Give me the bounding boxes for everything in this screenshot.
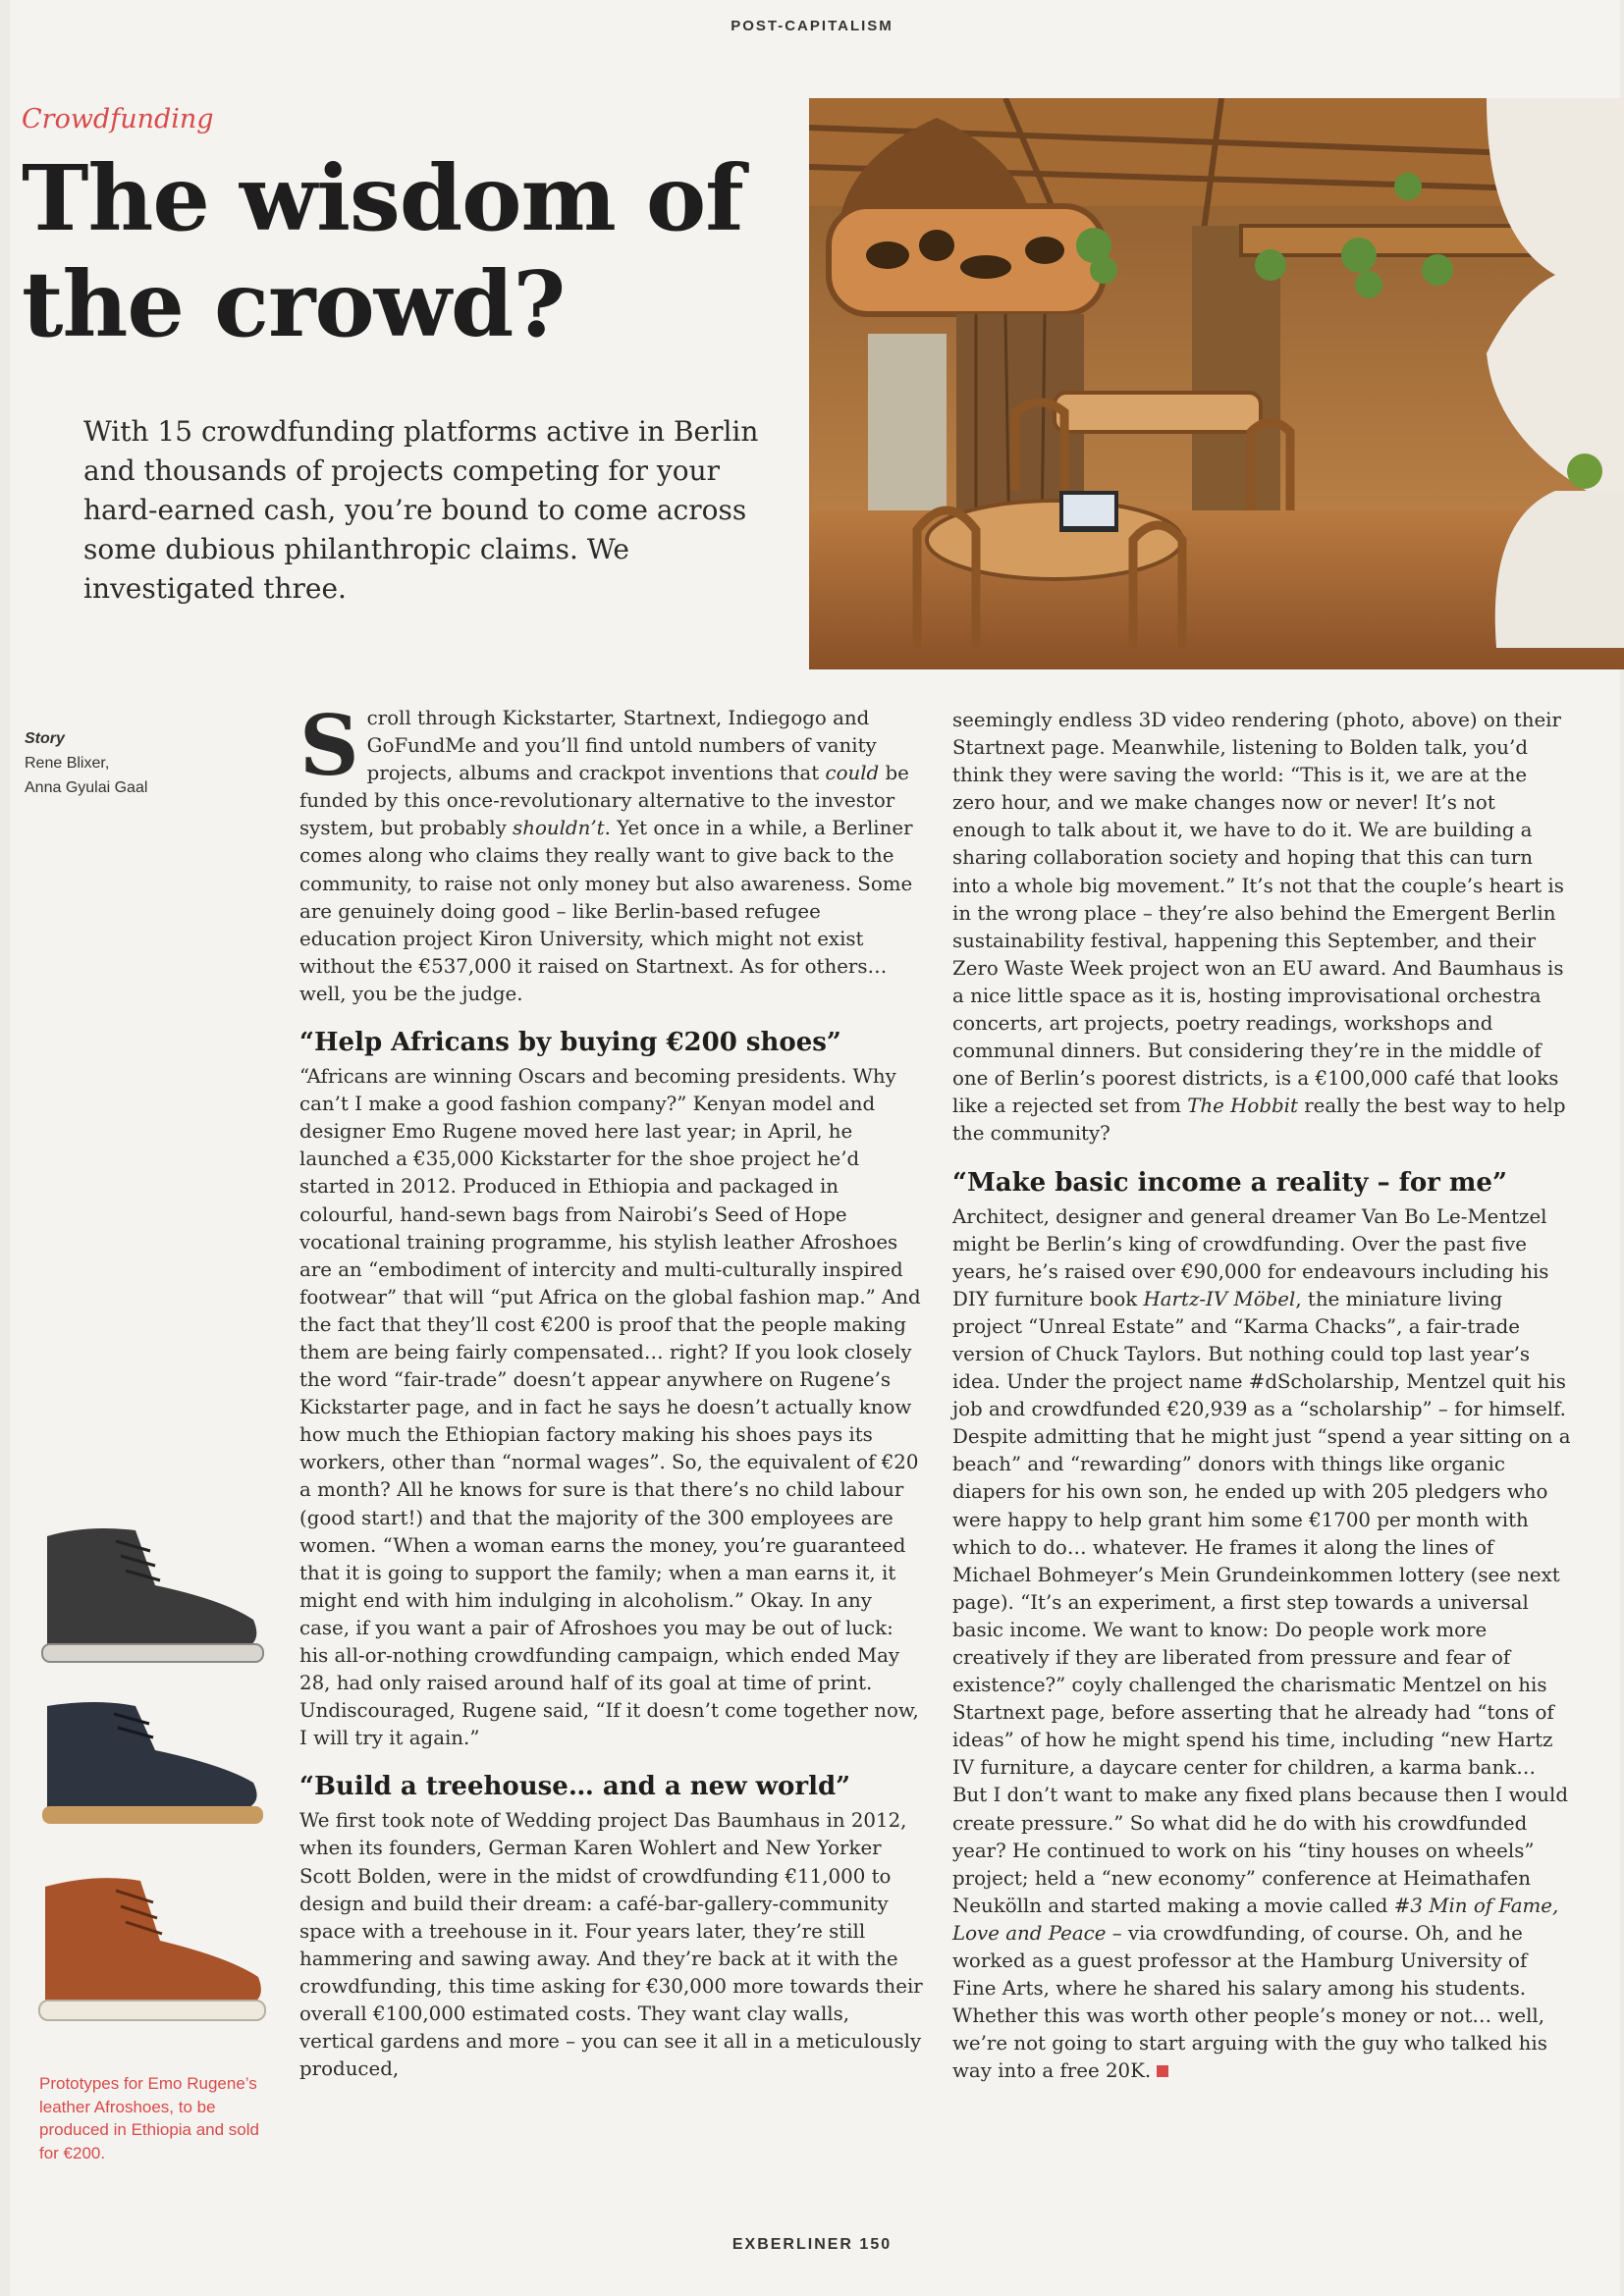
text-column-left: [299, 697, 924, 2097]
section-running-head: POST-CAPITALISM: [731, 18, 893, 34]
article-kicker: Crowdfunding: [22, 104, 214, 134]
section-body-basic-income: Architect, designer and general dreamer Van Bo Le-Mentzel might be Berlin’s king of crowdfunding. Over the past five years, he’s raised over €90,000 for endeavours including his DIY furniture book Hartz-IV Möbel, the miniature living project “Unreal Estate” and “Karma Chacks”, a fair-trade version of Chuck Taylors. But nothing could top last year’s idea. Under the project name #dScholarship, Mentzel quit his job and crowdfunded €20,939 as a “scholarship” – for himself. Despite admitting that he might just “spend a year sitting on a beach” and “rewarding” donors with things like organic diapers for his own son, he ended up with 205 pledgers who were happy to help grant him some €1700 per month with which to do… whatever. He frames it along the lines of Michael Bohmeyer’s Mein Grundeinkommen lottery (see next page). “It’s an experiment, a first step towards a universal basic income. We want to know: Do people work more creatively if they are liberated from pressure and fear of existence?” coyly challenged the charismatic Mentzel on his Startnext page, before asserting that he already had “tons of ideas” of how he might spend his time, including “new Hartz IV furniture, a daycare center for children, a karma bank… But I don’t want to make any fixed plans because then I would create pressure.” So what did he do with his crowdfunded year? He continued to work on his “tiny houses on wheels” project; held a “new economy” conference at Heimathafen Neukölln and started making a movie called #3 Min of Fame, Love and Peace – via crowdfunding, of course. Oh, and he worked as a guest professor at the Hamburg University of Fine Arts, where he shared his salary among his students. Whether this was worth other people’s money or not… well, we’re not going to start arguing with the guy who talked his way into a free 20K.: [952, 1204, 1571, 2083]
treehouse-cafe-photo: [809, 98, 1624, 669]
article-standfirst: With 15 crowdfunding platforms active in Berlin and thousands of projects competing for your hard-earned cash, you’re bound to come across some dubious philanthropic claims. We investigated three.: [83, 415, 759, 605]
shoe-brown-photo: [27, 1867, 269, 2032]
page-folio: EXBERLINER 150: [731, 2236, 893, 2253]
shoe-black-photo: [27, 1517, 269, 1674]
section-body-shoes: “Africans are winning Oscars and becoming presidents. Why can’t I make a good fashion company?” Kenyan model and designer Emo Rugene moved here last year; in April, he launched a €35,000 Kickstarter for the shoe project he’d started in 2012. Produced in Ethiopia and packaged in colourful, hand-sewn bags from Nairobi’s Seed of Hope vocational training programme, his stylish leather Afroshoes are an “embodiment of intercity and multi-culturally inspired footwear” that will “put Africa on the global fashion map.” And the fact that they’ll cost €200 is proof that the people making them are being fairly compensated… right? If you look closely the word “fair-trade” doesn’t appear anywhere on Rugene’s Kickstarter page, and in fact he says he doesn’t actually know how much the Ethiopian factory making his shoes pays its workers, other than “normal wages”. So, the equivalent of €20 a month? All he knows for sure is that there’s no child labour (good start!) and that the majority of the 300 employees are women. “When a woman earns the money, you’re guaranteed that it is going to support the family; when a man earns it, it might end with him indulging in alcoholism.” Okay. In any case, if you want a pair of Afroshoes you may be out of luck: his all-or-nothing crowdfunding campaign, which ended May 28, had only raised around half of its goal at time of print. Undiscouraged, Rugene said, “If it doesn’t come together now, I will try it again.”: [299, 1065, 921, 1750]
photo-caption: Prototypes for Emo Rugene’s leather Afroshoes, to be produced in Ethiopia and sold for €200.: [39, 2074, 259, 2163]
drop-cap: S: [299, 697, 359, 794]
byline-author-1: Rene Blixer,: [25, 755, 110, 772]
byline: [25, 726, 221, 800]
byline-author-2: Anna Gyulai Gaal: [25, 779, 148, 796]
section-heading-basic-income: “Make basic income a reality – for me”: [952, 1167, 1507, 1198]
section-body-treehouse-part2: seemingly endless 3D video rendering (photo, above) on their Startnext page. Meanwhile, listening to Bolden talk, you’d think they were saving the world: “This is it, we are at the zero hour, and we make changes now or never! It’s not enough to talk about it, we have to do it. We are building a sharing collaboration society and hoping that this can turn into a whole big movement.” It’s not that the couple’s heart is in the wrong place – they’re also behind the Emergent Berlin sustainability festival, happening this September, and their Zero Waste Week project won an EU award. And Baumhaus is a nice little space as it is, hosting improvisational orchestra concerts, art projects, poetry readings, workshops and communal dinners. But considering they’re in the middle of one of Berlin’s poorest districts, is a €100,000 café that looks like a rejected set from The Hobbit really the best way to help the community?: [952, 709, 1566, 1146]
text-column-right: [952, 707, 1571, 2100]
shoe-navy-photo: [27, 1696, 269, 1834]
intro-paragraph: Scroll through Kickstarter, Startnext, Indiegogo and GoFundMe and you’ll find untold numbers of vanity projects, albums and crackpot inventions that could be funded by this once-revolutionary alternative to the investor system, but probably shouldn’t. Yet once in a while, a Berliner comes along who claims they really want to give back to the community, to raise not only money but also awareness. Some are genuinely doing good – like Berlin-based refugee education project Kiron University, which might not exist without the €537,000 it raised on Startnext. As for others… well, you be the judge.: [299, 697, 913, 1005]
article-title: The wisdom of the crowd?: [22, 145, 743, 357]
byline-label: Story: [25, 730, 65, 747]
section-heading-shoes: “Help Africans by buying €200 shoes”: [299, 1028, 841, 1058]
section-heading-treehouse: “Build a treehouse… and a new world”: [299, 1772, 851, 1802]
section-body-treehouse-part1: We first took note of Wedding project Das Baumhaus in 2012, when its founders, German Karen Wohlert and New Yorker Scott Bolden, were in the midst of crowdfunding €11,000 to design and build their dream: a café-bar-gallery-community space with a treehouse in it. Four years later, they’re still hammering and sawing away. And they’re back at it with the crowdfunding, this time asking for €30,000 more towards their overall €100,000 estimated costs. They want clay walls, vertical gardens and more – you can see it all in a meticulously produced,: [299, 1809, 923, 2081]
end-mark-icon: [1157, 2065, 1168, 2077]
